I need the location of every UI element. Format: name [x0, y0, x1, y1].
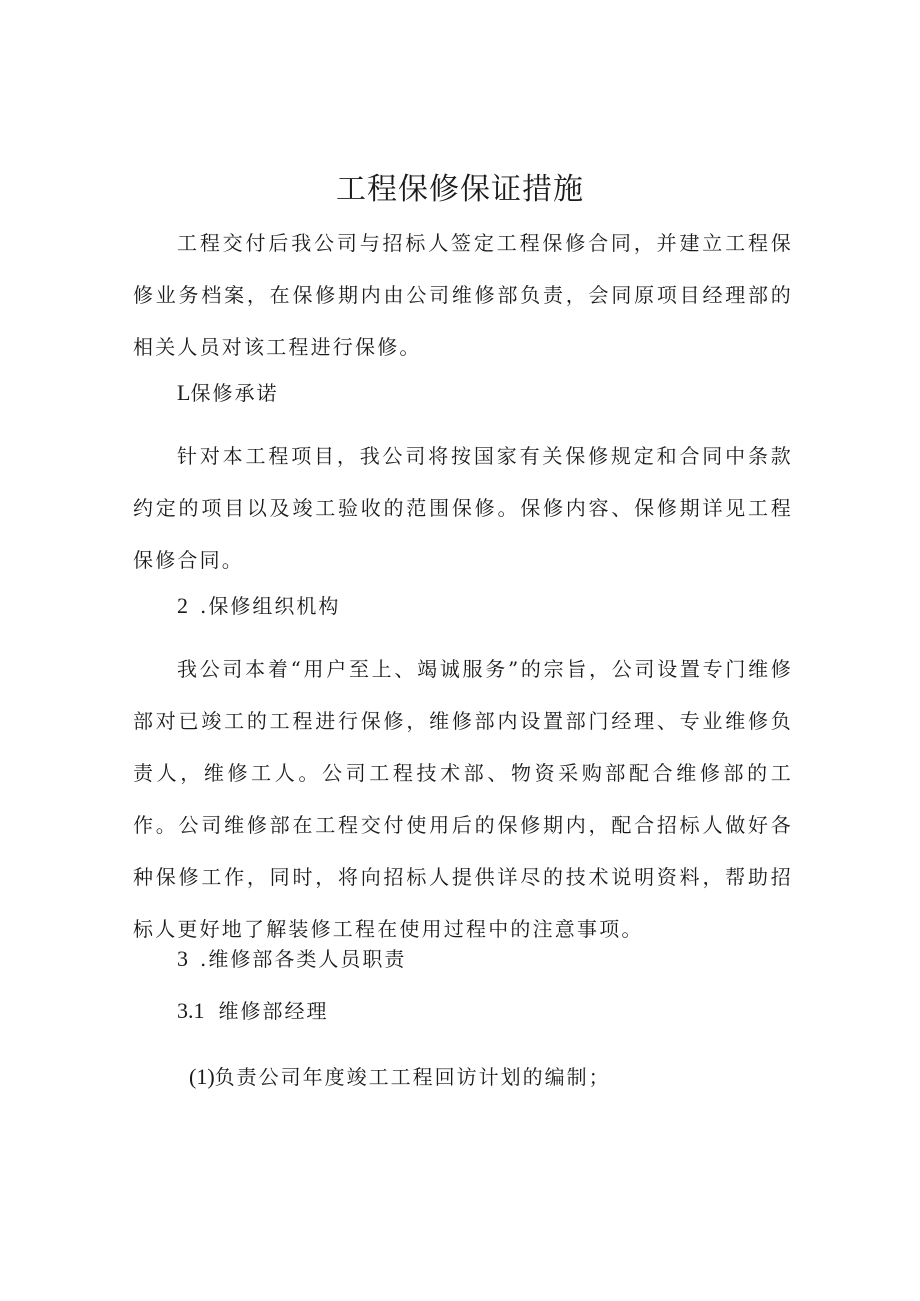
intro-paragraph: 工程交付后我公司与招标人签定工程保修合同，并建立工程保修业务档案，在保修期内由公司维修部负责，会同原项目经理部的相关人员对该工程进行保修。	[133, 231, 793, 359]
section-1-number: L	[177, 380, 191, 405]
section-3-number: 3	[177, 946, 188, 971]
section-3-title: .维修部各类人员职责	[200, 947, 407, 971]
section-2-body: 我公司本着“用户至上、竭诚服务”的宗旨，公司设置专门维修部对已竣工的工程进行保修，维修部内设置部门经理、专业维修负责人，维修工人。公司工程技术部、物资采购部配合维修部的工作。公司维修部在工程交付使用后的保修期内，配合招标人做好各种保修工作，同时，将向招标人提供详尽的技术说明资料，帮助招标人更好地了解装修工程在使用过程中的注意事项。	[133, 657, 793, 941]
section-1-title: 保修承诺	[190, 381, 279, 405]
list-item-1-number: (1)	[189, 1064, 215, 1089]
list-item-1	[189, 1062, 611, 1092]
subsection-3-1-title: 维修部经理	[218, 999, 329, 1023]
section-2-number: 2	[177, 593, 188, 618]
subsection-3-1-number: 3.1	[177, 998, 205, 1023]
list-item-1-text: 负责公司年度竣工工程回访计划的编制；	[214, 1065, 611, 1089]
section-2-heading	[177, 591, 340, 621]
subsection-3-1-heading	[177, 996, 329, 1026]
section-1-heading	[177, 378, 278, 408]
section-1-body: 针对本工程项目，我公司将按国家有关保修规定和合同中条款约定的项目以及竣工验收的范围保修。保修内容、保修期详见工程保修合同。	[133, 444, 793, 572]
document-title: 工程保修保证措施	[336, 172, 584, 207]
section-2-title: .保修组织机构	[200, 594, 341, 618]
section-3-heading	[177, 944, 406, 974]
